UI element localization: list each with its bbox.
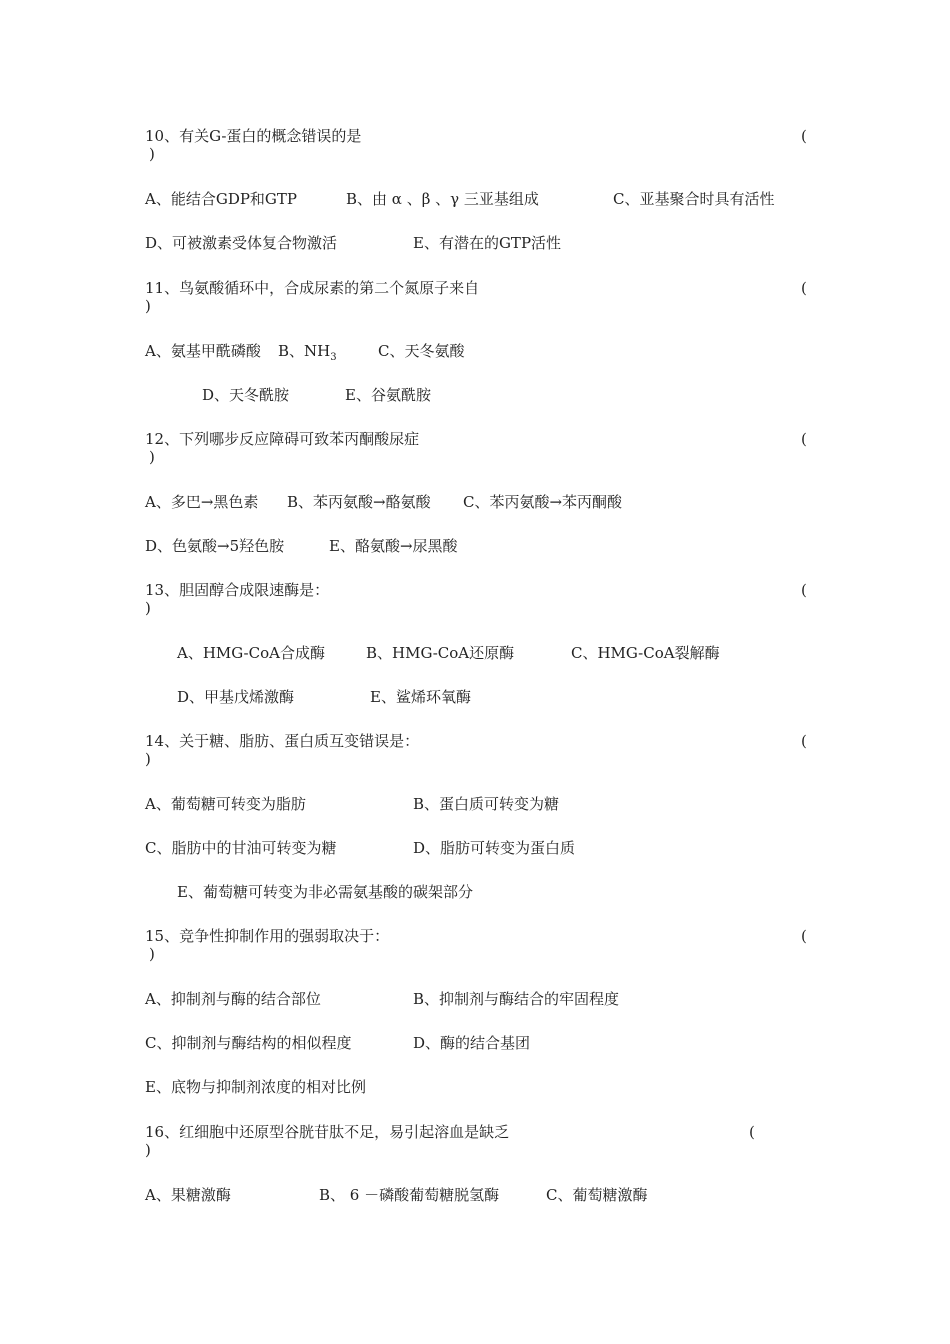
question-11-option-e: E、谷氨酰胺	[345, 386, 431, 404]
question-12-option-e: E、酪氨酸→尿黑酸	[329, 537, 458, 555]
question-16-option-a: A、果糖激酶	[145, 1186, 231, 1204]
question-15-option-a: A、抑制剂与酶的结合部位	[145, 990, 321, 1008]
question-12-answer-close: )	[149, 448, 155, 466]
question-16-option-c: C、葡萄糖激酶	[546, 1186, 648, 1204]
question-15-option-b: B、抑制剂与酶结合的牢固程度	[413, 990, 620, 1008]
question-11-answer-open: (	[801, 279, 807, 297]
question-10-answer-open: (	[801, 127, 807, 145]
question-12-option-b: B、苯丙氨酸→酪氨酸	[287, 493, 431, 511]
question-13-option-c: C、HMG-CoA裂解酶	[571, 644, 720, 662]
question-10-option-a: A、能结合GDP和GTP	[145, 190, 298, 208]
question-11-answer-close: )	[145, 297, 151, 315]
question-15-stem: 15、竞争性抑制作用的强弱取决于：	[145, 927, 390, 945]
question-13-option-e: E、鲨烯环氧酶	[370, 688, 471, 706]
question-14-option-d: D、脂肪可转变为蛋白质	[413, 839, 576, 857]
question-13-option-a: A、HMG-CoA合成酶	[177, 644, 325, 662]
question-11-option-b	[278, 342, 337, 367]
question-14-option-b: B、蛋白质可转变为糖	[413, 795, 560, 813]
question-16-option-b: B、 6 －磷酸葡萄糖脱氢酶	[319, 1186, 500, 1204]
question-11-option-d: D、天冬酰胺	[202, 386, 290, 404]
question-14-answer-close: )	[145, 750, 151, 768]
question-12-answer-open: (	[801, 430, 807, 448]
question-15-answer-open: (	[801, 927, 807, 945]
question-10-option-e: E、有潜在的GTP活性	[413, 234, 562, 252]
question-13-option-b: B、HMG-CoA还原酶	[366, 644, 515, 662]
question-12-option-d: D、色氨酸→5羟色胺	[145, 537, 285, 555]
subscript-3: 3	[330, 352, 337, 363]
question-10-stem: 10、有关G-蛋白的概念错误的是	[145, 127, 362, 145]
question-15-option-c: C、抑制剂与酶结构的相似程度	[145, 1034, 352, 1052]
question-12-option-c: C、苯丙氨酸→苯丙酮酸	[463, 493, 623, 511]
option-b-text: B、NH	[278, 342, 331, 360]
question-13-answer-close: )	[145, 599, 151, 617]
question-12-option-a: A、多巴→黑色素	[145, 493, 259, 511]
question-10-option-b: B、由 α 、β 、γ 三亚基组成	[346, 190, 539, 208]
question-14-stem: 14、关于糖、脂肪、蛋白质互变错误是：	[145, 732, 420, 750]
question-10-answer-close: )	[149, 145, 155, 163]
question-15-answer-close: )	[149, 945, 155, 963]
question-15-option-d: D、酶的结合基团	[413, 1034, 531, 1052]
question-15-option-e: E、底物与抑制剂浓度的相对比例	[145, 1078, 366, 1096]
question-10-option-c: C、亚基聚合时具有活性	[613, 190, 775, 208]
question-11-option-c: C、天冬氨酸	[378, 342, 465, 360]
question-16-answer-open: (	[749, 1123, 755, 1141]
question-14-option-a: A、葡萄糖可转变为脂肪	[145, 795, 306, 813]
question-13-option-d: D、甲基戊烯激酶	[177, 688, 295, 706]
question-14-answer-open: (	[801, 732, 807, 750]
question-16-answer-close: )	[145, 1141, 151, 1159]
question-13-answer-open: (	[801, 581, 807, 599]
question-11-stem: 11、鸟氨酸循环中，合成尿素的第二个氮原子来自	[145, 279, 480, 297]
question-11-option-a: A、氨基甲酰磷酸	[145, 342, 261, 360]
question-14-option-e: E、葡萄糖可转变为非必需氨基酸的碳架部分	[177, 883, 473, 901]
question-13-stem: 13、胆固醇合成限速酶是：	[145, 581, 330, 599]
question-16-stem: 16、红细胞中还原型谷胱苷肽不足，易引起溶血是缺乏	[145, 1123, 510, 1141]
question-12-stem: 12、下列哪步反应障碍可致苯丙酮酸尿症	[145, 430, 420, 448]
question-14-option-c: C、脂肪中的甘油可转变为糖	[145, 839, 337, 857]
question-10-option-d: D、可被激素受体复合物激活	[145, 234, 338, 252]
